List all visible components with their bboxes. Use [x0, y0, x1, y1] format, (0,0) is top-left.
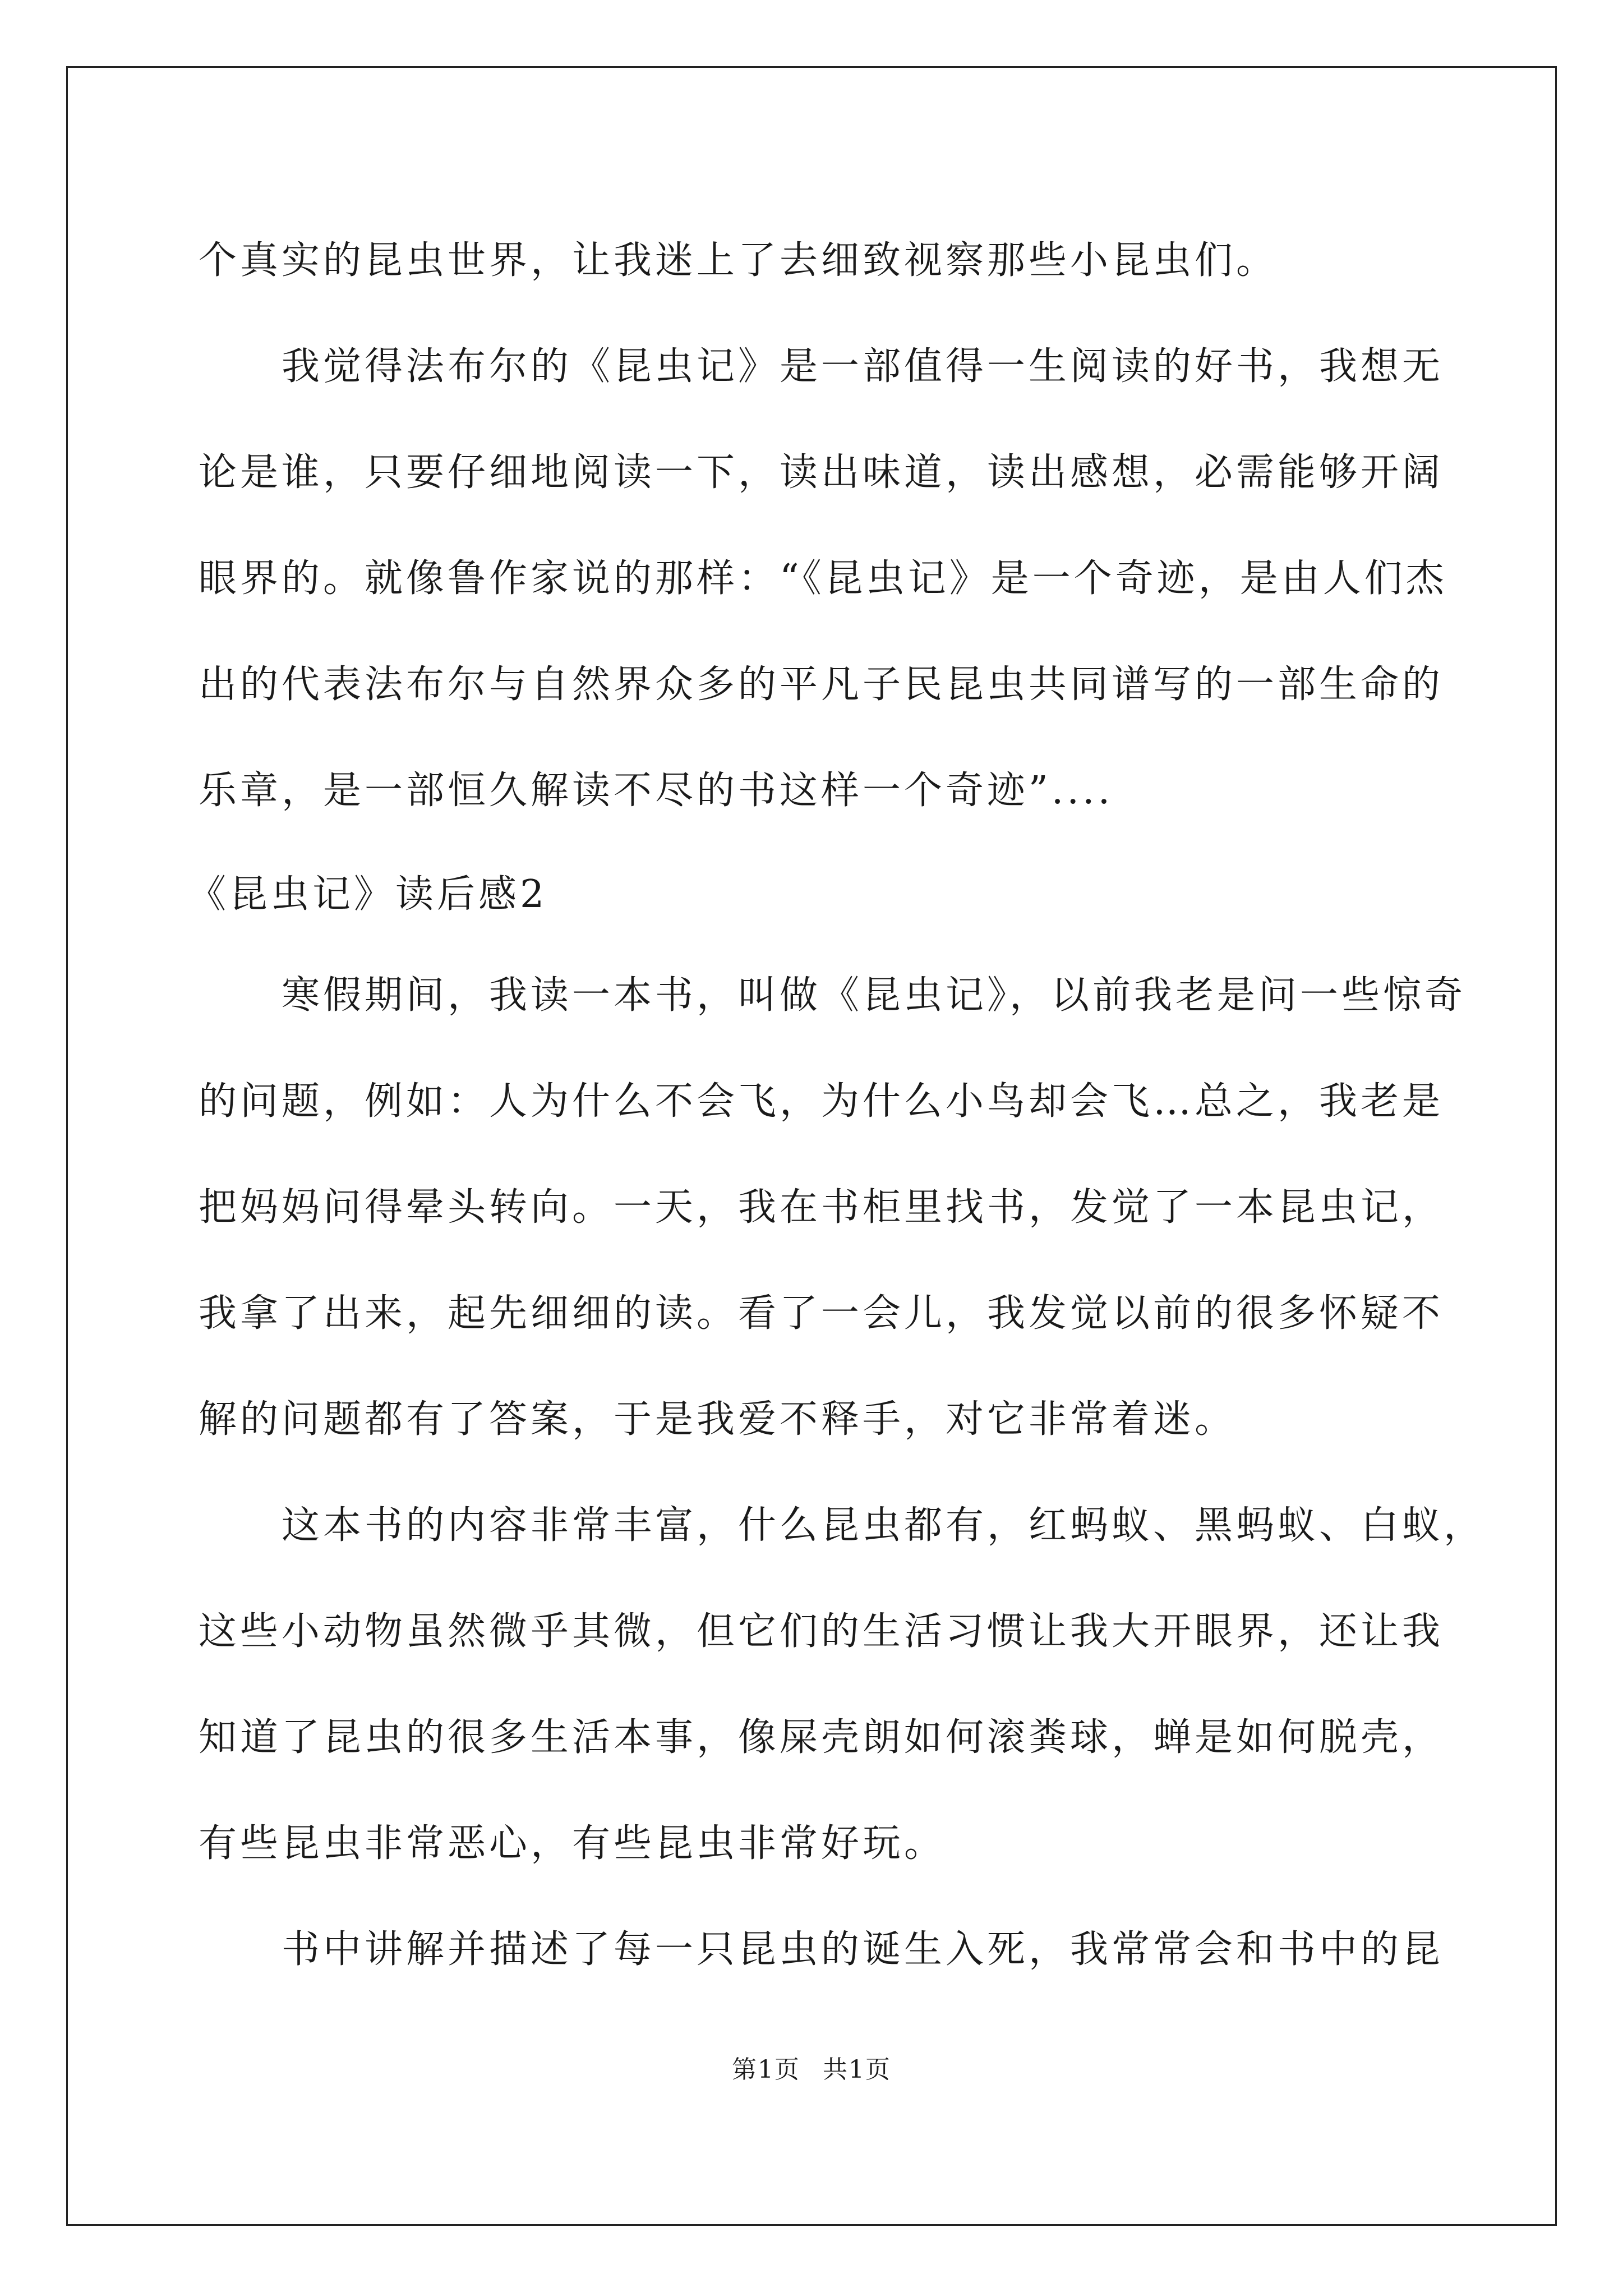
- paragraph-line: 知道了昆虫的很多生活本事，像屎壳朗如何滚粪球，蝉是如何脱壳，: [199, 1715, 1444, 1760]
- paragraph-line: 出的代表法布尔与自然界众多的平凡子民昆虫共同谱写的一部生命的: [199, 662, 1444, 707]
- paragraph-line: 论是谁，只要仔细地阅读一下，读出味道，读出感想，必需能够开阔: [199, 450, 1444, 495]
- document-body-bottom: [199, 942, 1486, 2003]
- section-heading: 《昆虫记》读后感2: [188, 872, 548, 917]
- paragraph-line: 我觉得法布尔的《昆虫记》是一部值得一生阅读的好书，我想无: [282, 344, 1444, 389]
- page-total: 共1页: [823, 2055, 891, 2084]
- paragraph-line: 眼界的。就像鲁作家说的那样：“《昆虫记》是一个奇迹，是由人们杰: [199, 556, 1447, 601]
- document-body-top: [199, 208, 1447, 844]
- paragraph-line: 解的问题都有了答案，于是我爱不释手，对它非常着迷。: [199, 1397, 1237, 1442]
- paragraph-line: 乐章，是一部恒久解读不尽的书这样一个奇迹”....: [199, 769, 1114, 813]
- paragraph-line: 我拿了出来，起先细细的读。看了一会儿，我发觉以前的很多怀疑不: [199, 1291, 1444, 1336]
- paragraph-line: 寒假期间，我读一本书，叫做《昆虫记》，以前我老是问一些惊奇: [282, 973, 1467, 1018]
- page-number: 第1页: [732, 2055, 800, 2084]
- paragraph-line: 这些小动物虽然微乎其微，但它们的生活习惯让我大开眼界，还让我: [199, 1609, 1444, 1654]
- paragraph-line: 这本书的内容非常丰富，什么昆虫都有，红蚂蚁、黑蚂蚁、白蚁，: [282, 1503, 1486, 1548]
- paragraph-line: 的问题，例如：人为什么不会飞，为什么小鸟却会飞…总之，我老是: [199, 1079, 1444, 1124]
- paragraph-line: 个真实的昆虫世界，让我迷上了去细致视察那些小昆虫们。: [199, 238, 1278, 283]
- paragraph-line: 把妈妈问得晕头转向。一天，我在书柜里找书，发觉了一本昆虫记，: [199, 1185, 1444, 1230]
- paragraph-line: 有些昆虫非常恶心，有些昆虫非常好玩。: [199, 1821, 946, 1866]
- paragraph-line: 书中讲解并描述了每一只昆虫的诞生入死，我常常会和书中的昆: [282, 1927, 1444, 1972]
- page-footer: [0, 2053, 1623, 2087]
